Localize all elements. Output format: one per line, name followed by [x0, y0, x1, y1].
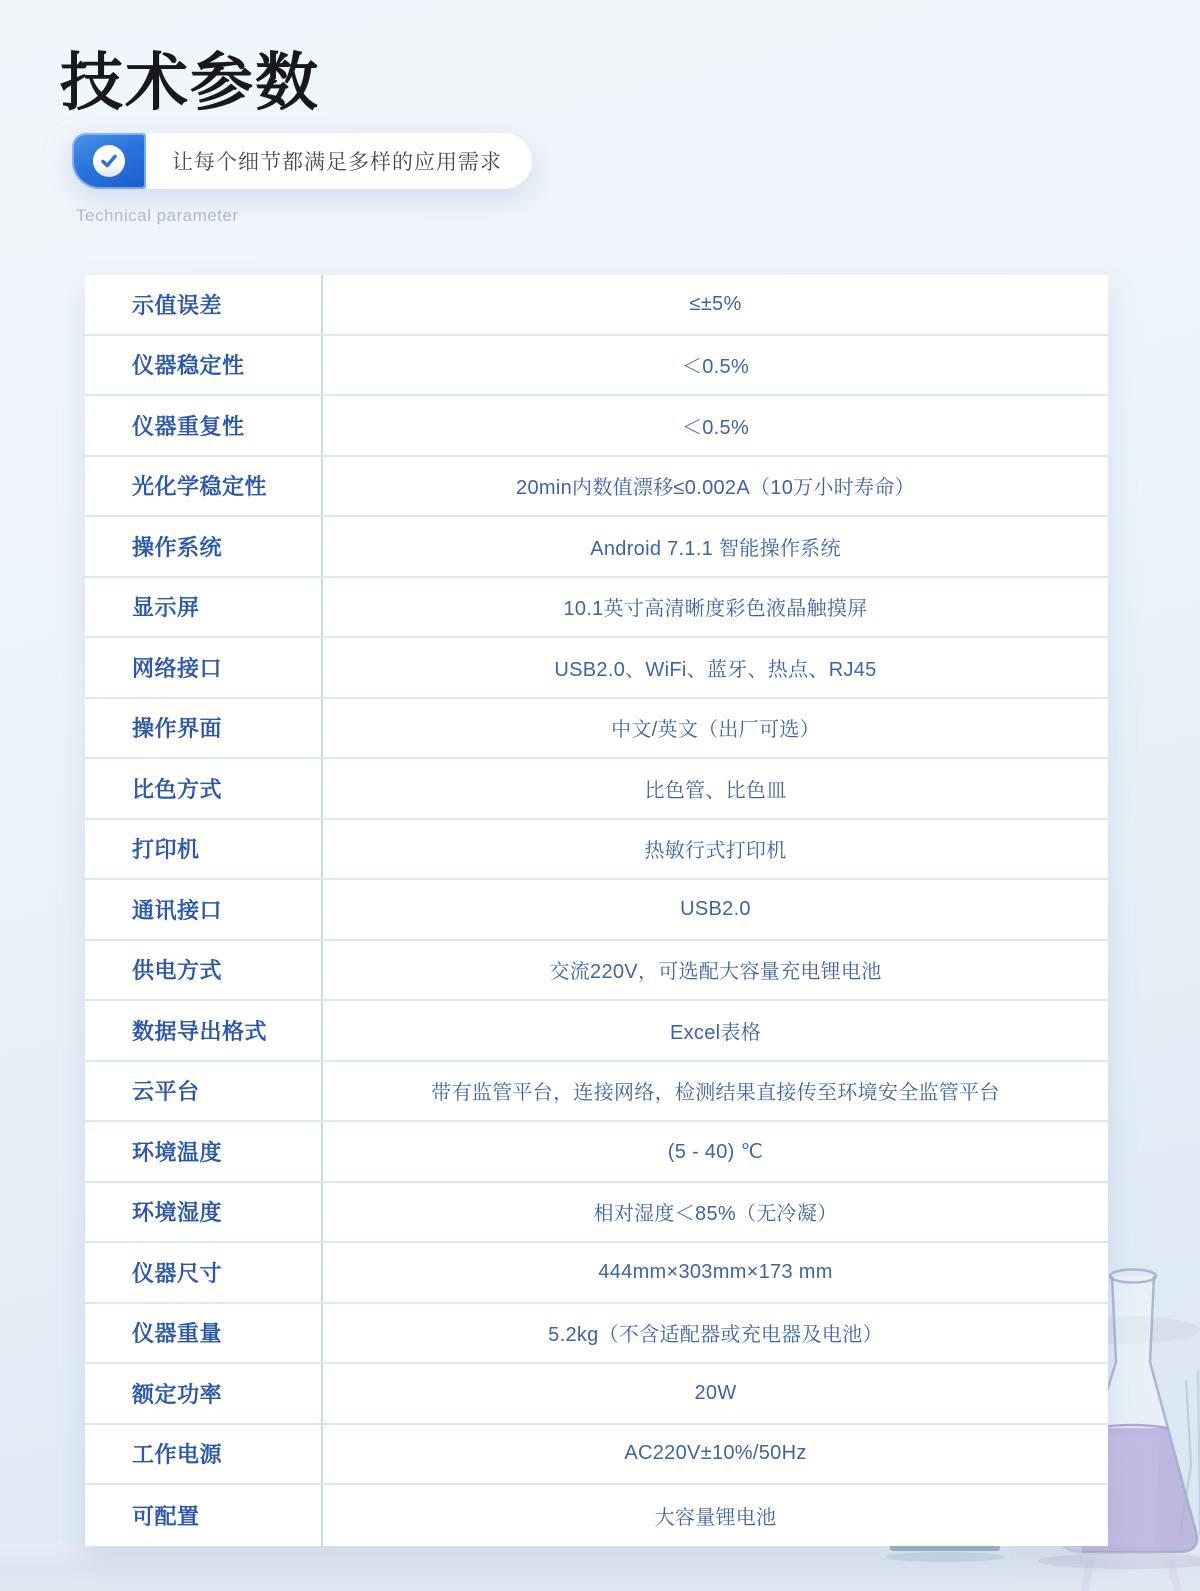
row-value: (5 - 40) ℃: [667, 1140, 764, 1163]
spec-table: [85, 275, 1108, 1546]
row-value: AC220V±10%/50Hz: [624, 1442, 807, 1465]
row-value: 大容量锂电池: [654, 1506, 777, 1529]
row-value: 相对湿度＜85%（无冷凝）: [593, 1203, 838, 1226]
row-label: 云平台: [85, 1062, 323, 1121]
row-label: 示值误差: [85, 275, 323, 334]
table-row: [85, 1425, 1108, 1486]
table-row: [85, 638, 1108, 699]
row-value: 20min内数值漂移≤0.002A（10万小时寿命）: [516, 477, 915, 500]
table-row: [85, 699, 1108, 760]
row-value: 444mm×303mm×173 mm: [598, 1260, 833, 1283]
row-value: 中文/英文（出厂可选）: [611, 719, 820, 742]
table-row: [85, 1122, 1108, 1183]
row-label: 仪器稳定性: [85, 336, 323, 395]
row-value: Excel表格: [669, 1021, 761, 1044]
row-label: 工作电源: [85, 1425, 323, 1484]
row-value: ＜0.5%: [681, 356, 750, 379]
table-row: [85, 1062, 1108, 1123]
row-label: 数据导出格式: [85, 1001, 323, 1060]
check-icon: [93, 145, 125, 177]
feature-badge: [72, 133, 532, 189]
row-value: 热敏行式打印机: [644, 840, 787, 863]
row-label: 通讯接口: [85, 880, 323, 939]
row-value: 10.1英寸高清晰度彩色液晶触摸屏: [563, 598, 868, 621]
row-label: 操作界面: [85, 699, 323, 758]
row-label: 额定功率: [85, 1364, 323, 1423]
table-row: [85, 880, 1108, 941]
row-value: 比色管、比色皿: [644, 779, 787, 802]
table-row: [85, 1304, 1108, 1365]
row-label: 打印机: [85, 820, 323, 879]
table-row: [85, 1001, 1108, 1062]
table-row: [85, 820, 1108, 881]
table-row: [85, 396, 1108, 457]
subtitle-en: Technical parameter: [76, 206, 239, 225]
row-label: 显示屏: [85, 578, 323, 637]
row-label: 仪器重复性: [85, 396, 323, 455]
row-value: USB2.0: [680, 897, 751, 920]
table-row: [85, 517, 1108, 578]
row-label: 仪器重量: [85, 1304, 323, 1363]
row-label: 操作系统: [85, 517, 323, 576]
row-value: Android 7.1.1 智能操作系统: [590, 537, 841, 560]
row-value: ≤±5%: [689, 292, 742, 315]
row-value: 带有监管平台，连接网络，检测结果直接传至环境安全监管平台: [431, 1082, 1000, 1105]
table-row: [85, 1243, 1108, 1304]
row-label: 环境湿度: [85, 1183, 323, 1242]
row-label: 供电方式: [85, 941, 323, 1000]
table-row: [85, 578, 1108, 639]
page-title: 技术参数: [60, 45, 320, 119]
row-label: 网络接口: [85, 638, 323, 697]
table-row: [85, 1183, 1108, 1244]
table-row: [85, 457, 1108, 518]
row-value: 20W: [694, 1381, 737, 1404]
badge-text: 让每个细节都满足多样的应用需求: [146, 133, 532, 189]
row-value: 5.2kg（不含适配器或充电器及电池）: [548, 1324, 883, 1347]
row-label: 仪器尺寸: [85, 1243, 323, 1302]
table-row: [85, 1364, 1108, 1425]
row-label: 比色方式: [85, 759, 323, 818]
table-row: [85, 336, 1108, 397]
row-label: 可配置: [85, 1485, 323, 1546]
row-value: ＜0.5%: [681, 416, 750, 439]
table-row: [85, 759, 1108, 820]
check-badge: [72, 133, 146, 189]
table-row: [85, 1485, 1108, 1546]
row-value: USB2.0、WiFi、蓝牙、热点、RJ45: [554, 658, 877, 681]
row-value: 交流220V，可选配大容量充电锂电池: [549, 961, 882, 984]
table-row: [85, 275, 1108, 336]
table-row: [85, 941, 1108, 1002]
row-label: 光化学稳定性: [85, 457, 323, 516]
row-label: 环境温度: [85, 1122, 323, 1181]
